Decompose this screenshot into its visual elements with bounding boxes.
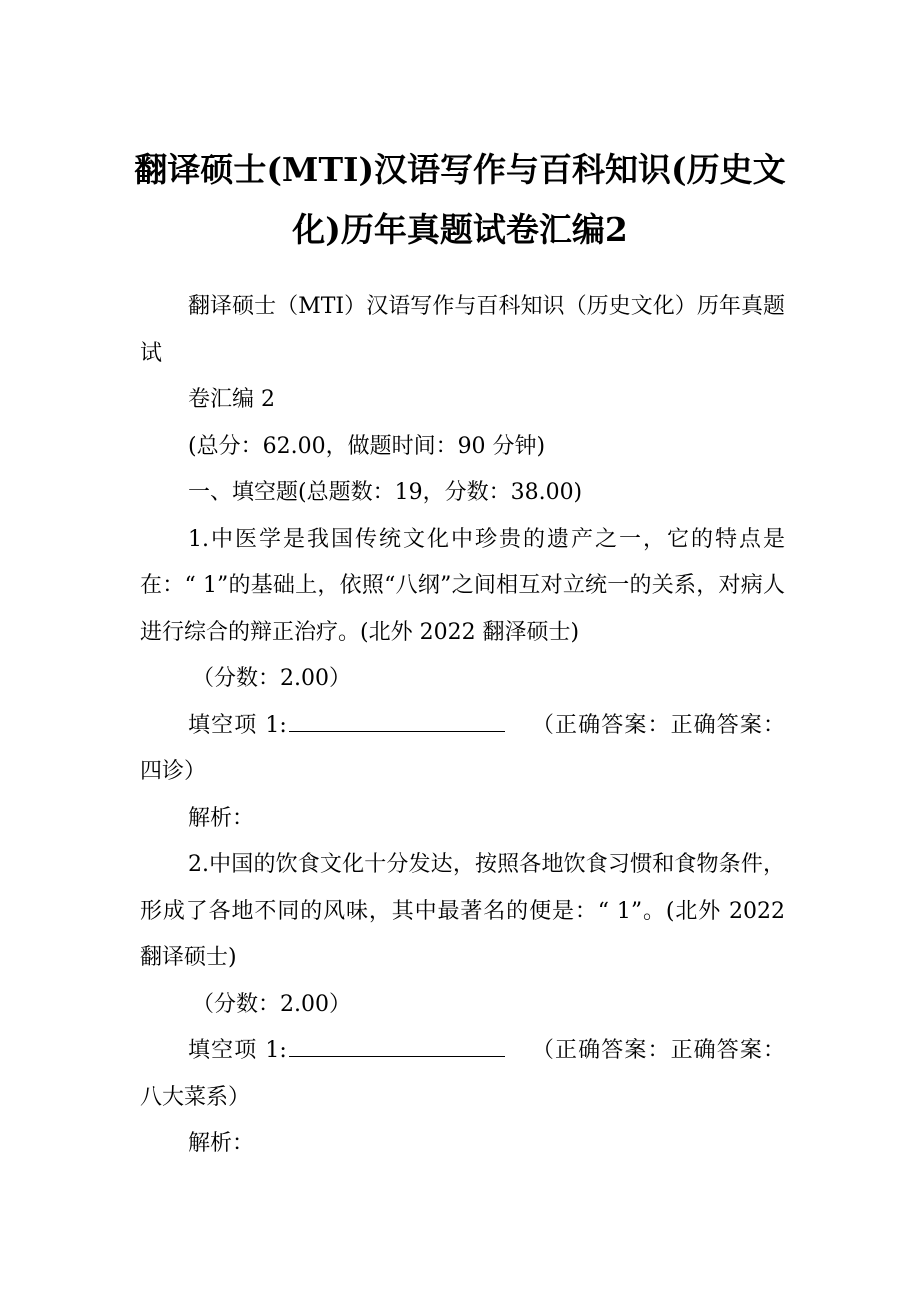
correct-answer: （正确答案：正确答案：八大菜系）: [140, 1038, 785, 1110]
answer-blank[interactable]: [289, 709, 505, 732]
question-text: 2.中国的饮食文化十分发达，按照各地饮食习惯和食物条件，形成了各地不同的风味，其中最著名的便是：“ 1”。(北外 2022 翻译硕士): [140, 852, 785, 970]
answer-line: [140, 703, 785, 796]
question-score: （分数：2.00）: [192, 991, 351, 1017]
correct-answer: （正确答案：正确答案：四诊）: [140, 712, 785, 784]
section-heading: 一、填空题(总题数：19，分数：38.00): [188, 480, 583, 505]
answer-blank[interactable]: [289, 1034, 505, 1057]
document-title: 翻译硕士(MTI)汉语写作与百科知识(历史文化)历年真题试卷汇编2: [134, 150, 786, 249]
answer-line: [140, 1028, 785, 1121]
question-text: 1.中医学是我国传统文化中珍贵的遗产之一，它的特点是在：“ 1”的基础上，依照“八纲”之间相互对立统一的关系，对病人进行综合的辩正治疗。(北外 2022 翻泽硕士): [140, 526, 785, 645]
blank-label: 填空项 1:: [188, 712, 287, 738]
question-score: （分数：2.00）: [192, 666, 351, 691]
total-info: (总分：62.00，做题时间：90 分钟): [188, 433, 546, 459]
analysis-label: 解析：: [188, 1131, 255, 1156]
analysis-label: 解析：: [188, 805, 255, 831]
document-body: [140, 284, 785, 1168]
blank-label: 填空项 1:: [188, 1038, 287, 1063]
subtitle-line-1: 翻译硕士（MTI）汉语写作与百科知识（历史文化）历年真题试: [140, 294, 785, 366]
subtitle-line-2: 卷汇编 2: [188, 387, 275, 412]
